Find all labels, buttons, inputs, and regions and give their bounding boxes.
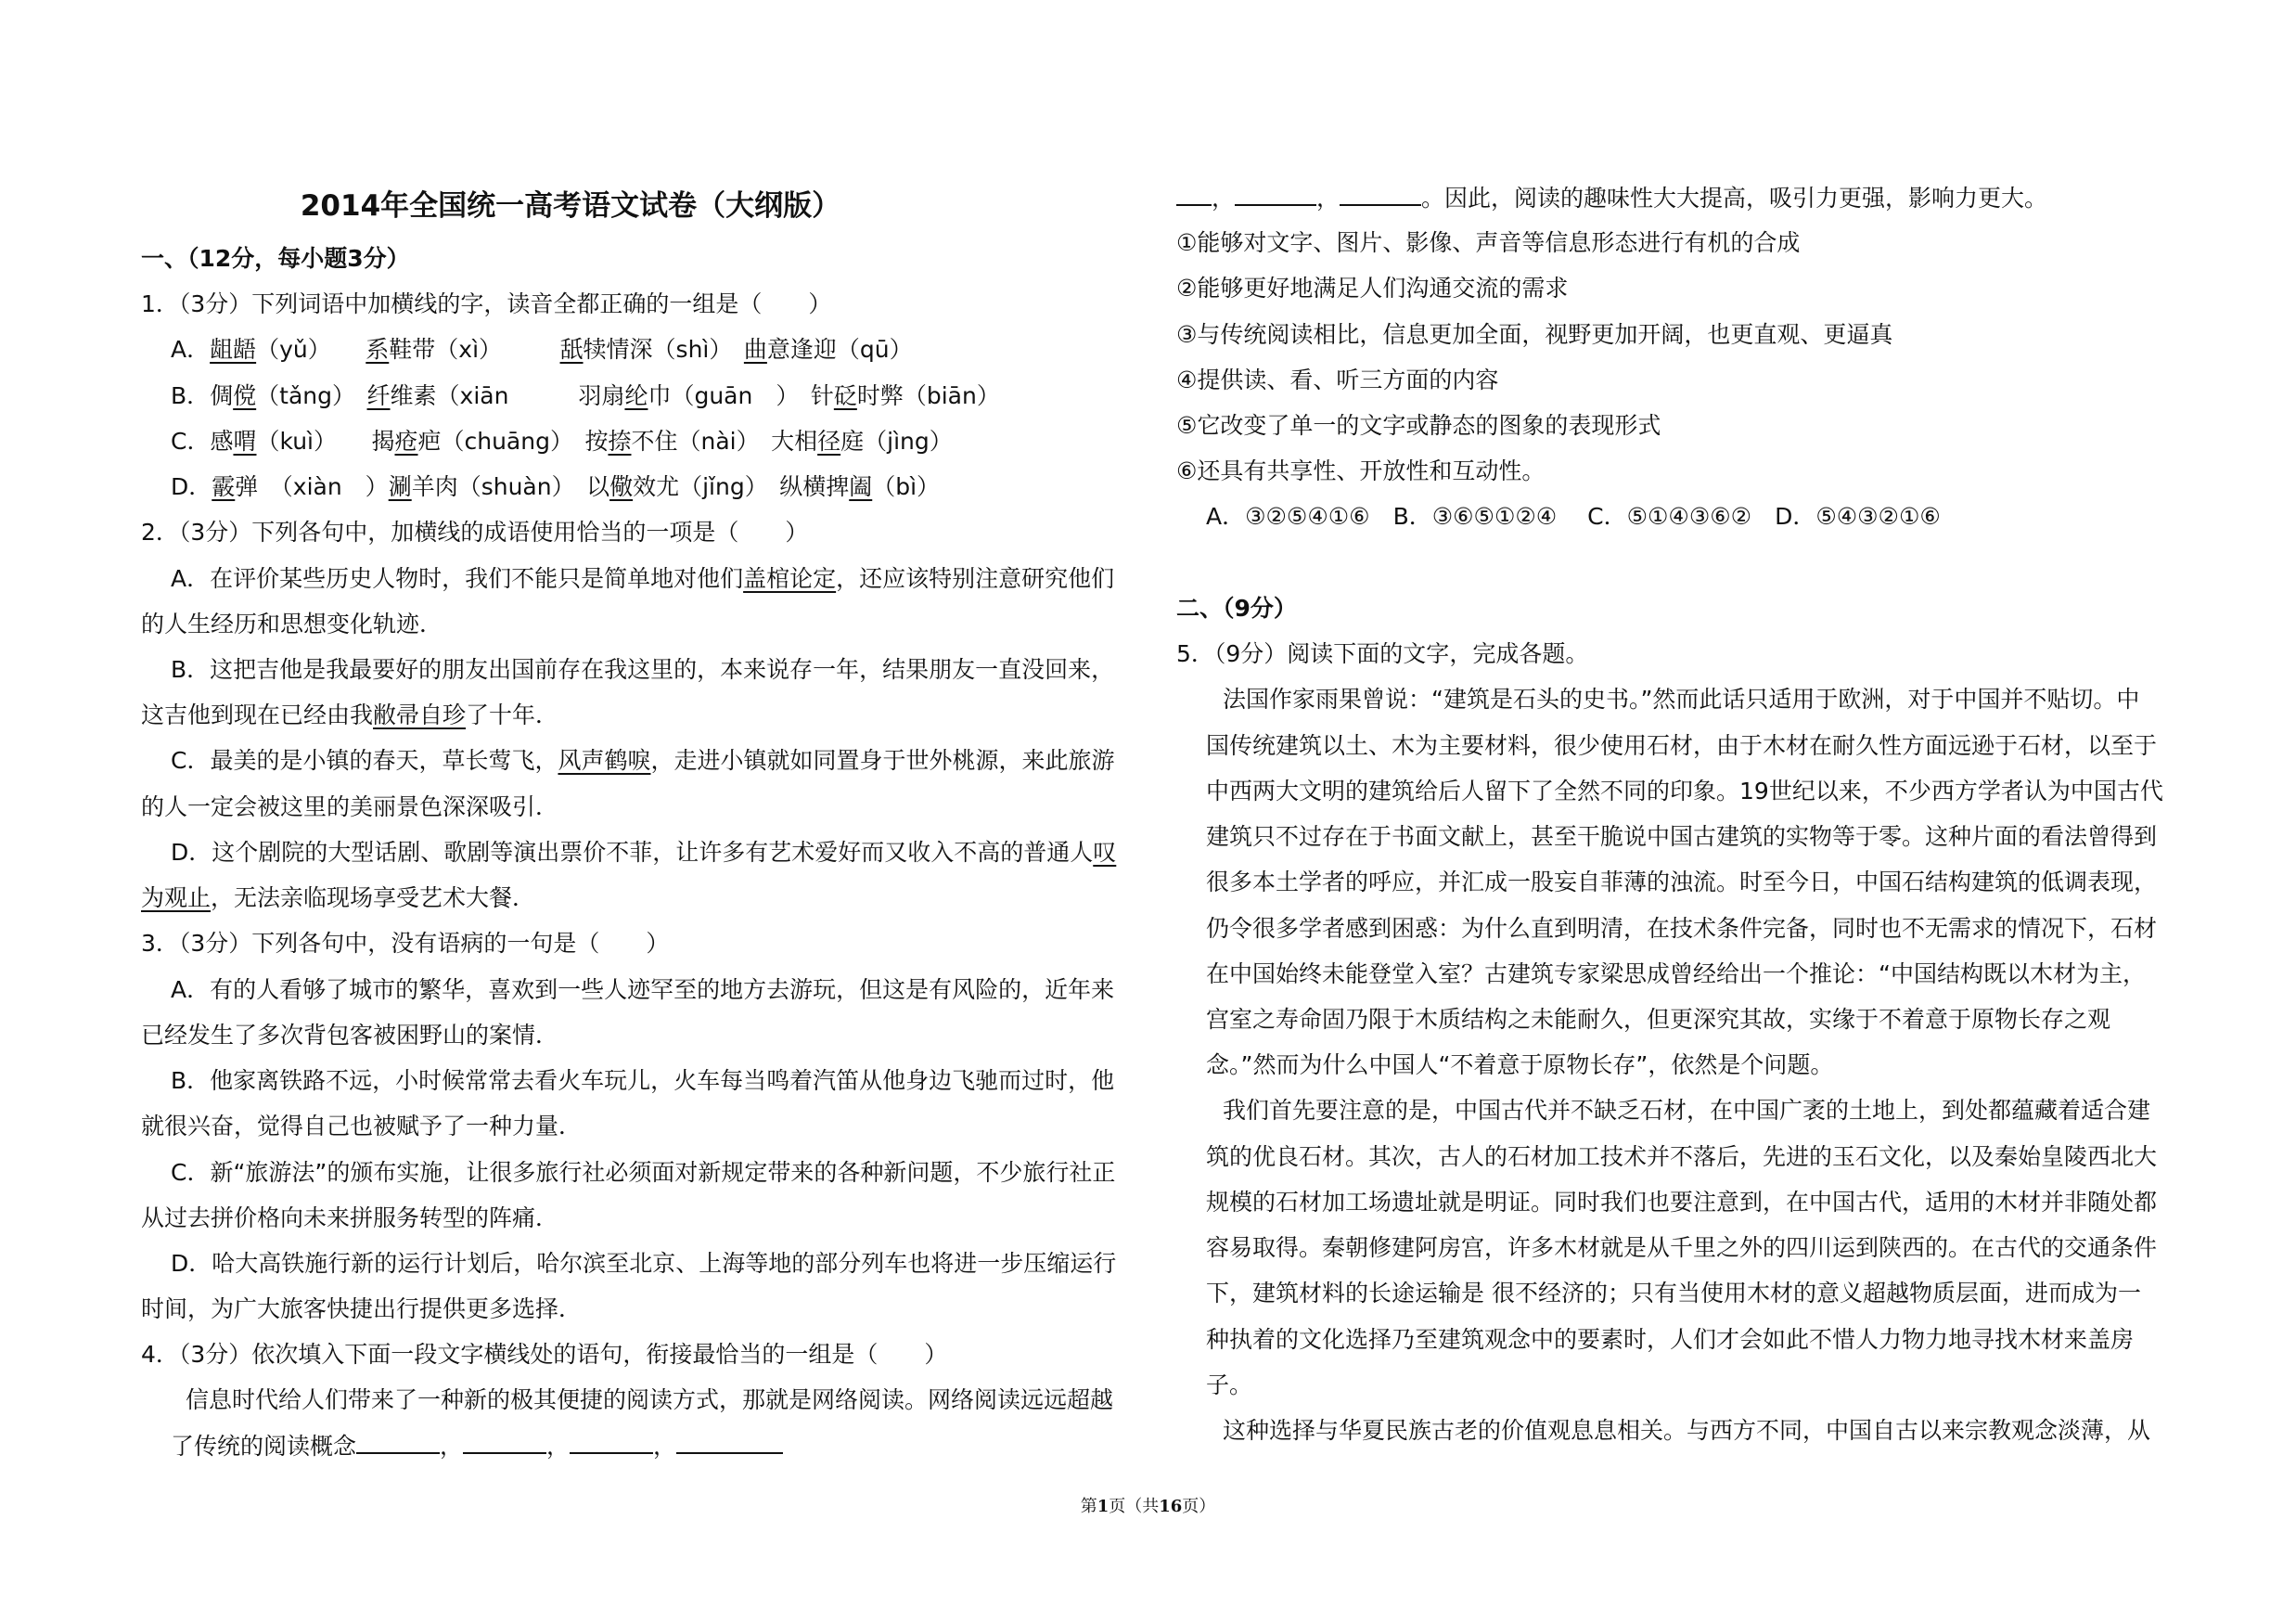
- q1-option-a: A．龃龉（yǔ） 系鞋带（xì） 舐犊情深（shì） 曲意逢迎（qū）: [171, 336, 913, 363]
- q4-item-4: ④提供读、看、听三方面的内容: [1176, 367, 1499, 393]
- q3-c-line2: 从过去拼价格向未来拼服务转型的阵痛．: [141, 1204, 559, 1231]
- q3-d-line2: 时间，为广大旅客快捷出行提供更多选择．: [141, 1295, 583, 1322]
- passage-line: 种执着的文化选择乃至建筑观念中的要素时，人们才会如此不惜人力物力地寻找木材来盖房: [1206, 1326, 2135, 1353]
- passage-line: 容易取得。秦朝修建阿房宫，许多木材就是从千里之外的四川运到陕西的。在古代的交通条件: [1206, 1234, 2158, 1261]
- passage-line: 子。: [1206, 1371, 1253, 1398]
- passage-line: 仍令很多学者感到困惑：为什么直到明清，在技术条件完备，同时也不无需求的情况下，石材: [1206, 915, 2158, 942]
- q4-item-5: ⑤它改变了单一的文字或静态的图象的表现形式: [1176, 412, 1661, 439]
- q3-c-line1: C．新“旅游法”的颁布实施，让很多旅行社必须面对新规定带来的各种新问题，不少旅行社正: [171, 1159, 1116, 1186]
- q2-c-line2: 的人一定会被这里的美丽景色深深吸引．: [141, 793, 559, 820]
- q2-c-line1: C．最美的是小镇的春天，草长莺飞，风声鹤唳，走进小镇就如同置身于世外桃源，来此旅游: [171, 747, 1115, 774]
- q4-para-line2: 了传统的阅读概念 ， ， ，: [171, 1430, 783, 1462]
- q1-option-d: D．霰弹 （xiàn ）涮羊肉（shuàn） 以儆效尤（jǐng） 纵横捭阖（bì）: [171, 473, 941, 500]
- passage-line: 国传统建筑以土、木为主要材料，很少使用石材，由于木材在耐久性方面远逊于石材，以至于: [1206, 732, 2158, 759]
- q5-stem: 5．（9分）阅读下面的文字，完成各题。: [1176, 640, 1589, 667]
- q4-stem: 4．（3分）依次填入下面一段文字横线处的语句，衔接最恰当的一组是（ ）: [141, 1341, 948, 1368]
- q4-para-line1: 信息时代给人们带来了一种新的极其便捷的阅读方式，那就是网络阅读。网络阅读远远超越: [186, 1386, 1114, 1413]
- q1-stem: 1．（3分）下列词语中加横线的字，读音全都正确的一组是（ ）: [141, 290, 832, 317]
- passage-line: 这种选择与华夏民族古老的价值观息息相关。与西方不同，中国自古以来宗教观念淡薄，从: [1223, 1417, 2151, 1444]
- q2-d-line1: D．这个剧院的大型话剧、歌剧等演出票价不菲，让许多有艺术爱好而又收入不高的普通人叹: [171, 839, 1117, 866]
- answer-blank: [356, 1430, 440, 1454]
- q2-b-line2: 这吉他到现在已经由我敝帚自珍了十年．: [141, 702, 559, 728]
- q3-a-line1: A．有的人看够了城市的繁华，喜欢到一些人迹罕至的地方去游玩，但这是有风险的，近年来: [171, 976, 1115, 1003]
- section-1-heading: 一、（12分，每小题3分）: [141, 245, 410, 272]
- answer-blank: [1340, 182, 1421, 206]
- q1-option-c: C．感喟（kuì） 揭疮疤（chuāng） 按捺不住（nài） 大相径庭（jìng）: [171, 428, 953, 455]
- page-total: 16: [1159, 1497, 1183, 1516]
- passage-line: 法国作家雨果曾说：“建筑是石头的史书。”然而此话只适用于欧洲，对于中国并不贴切。中: [1223, 686, 2140, 713]
- passage-line: 筑的优良石材。其次，古人的石材加工技术并不落后，先进的玉石文化，以及秦始皇陵西北大: [1206, 1143, 2158, 1170]
- answer-blank: [1176, 182, 1212, 206]
- q4-item-3: ③与传统阅读相比，信息更加全面，视野更加开阔，也更直观、更逼真: [1176, 321, 1893, 348]
- q2-a-line2: 的人生经历和思想变化轨迹．: [141, 611, 443, 637]
- q4-item-6: ⑥还具有共享性、开放性和互动性。: [1176, 457, 1546, 484]
- q3-stem: 3．（3分）下列各句中，没有语病的一句是（ ）: [141, 930, 670, 957]
- q3-a-line2: 已经发生了多次背包客被困野山的案情．: [141, 1022, 559, 1049]
- page-number: 1: [1097, 1497, 1110, 1516]
- q2-d-line2: 为观止，无法亲临现场享受艺术大餐．: [141, 884, 536, 911]
- passage-line: 念。”然而为什么中国人“不着意于原物长存”，依然是个问题。: [1206, 1051, 1834, 1078]
- page-footer: 第1页（共16页）: [1080, 1497, 1216, 1516]
- q2-a-line1: A．在评价某些历史人物时，我们不能只是简单地对他们盖棺论定，还应该特别注意研究他们: [171, 565, 1115, 592]
- passage-line: 宫室之寿命固乃限于木质结构之未能耐久，但更深究其故，实缘于不着意于原物长存之观: [1206, 1006, 2111, 1033]
- passage-line: 规模的石材加工场遗址就是明证。同时我们也要注意到，在中国古代，适用的木材并非随处都: [1206, 1189, 2158, 1216]
- q4-choices: A．③②⑤④①⑥ B．③⑥⑤①②④ C．⑤①④③⑥② D．⑤④③②①⑥: [1206, 503, 1941, 530]
- answer-blank: [463, 1430, 546, 1454]
- passage-line: 下，建筑材料的长途运输是 很不经济的；只有当使用木材的意义超越物质层面，进而成为一: [1206, 1280, 2141, 1307]
- section-2-heading: 二、（9分）: [1176, 595, 1297, 622]
- q3-b-line1: B．他家离铁路不远，小时候常常去看火车玩儿，火车每当鸣着汽笛从他身边飞驰而过时，他: [171, 1067, 1115, 1094]
- answer-blank: [1235, 182, 1316, 206]
- q4-item-2: ②能够更好地满足人们沟通交流的需求: [1176, 275, 1569, 302]
- passage-line: 我们首先要注意的是，中国古代并不缺乏石材，在中国广袤的土地上，到处都蕴藏着适合建: [1223, 1097, 2151, 1124]
- answer-blank: [570, 1430, 653, 1454]
- q2-b-line1: B．这把吉他是我最要好的朋友出国前存在我这里的，本来说存一年，结果朋友一直没回来，: [171, 656, 1115, 683]
- passage-line: 很多本土学者的呼应，并汇成一股妄自菲薄的浊流。时至今日，中国石结构建筑的低调表现，: [1206, 869, 2158, 895]
- passage-line: 中西两大文明的建筑给后人留下了全然不同的印象。19世纪以来，不少西方学者认为中国古代: [1206, 778, 2163, 805]
- q4-para-continued: ， ， 。因此，阅读的趣味性大大提高，吸引力更强，影响力更大。: [1176, 182, 2047, 214]
- q3-d-line1: D．哈大高铁施行新的运行计划后，哈尔滨至北京、上海等地的部分列车也将进一步压缩运行: [171, 1250, 1117, 1277]
- passage-line: 在中国始终未能登堂入室？古建筑专家梁思成曾经给出一个推论：“中国结构既以木材为主，: [1206, 960, 2146, 987]
- q1-option-b: B．倜傥（tǎng） 纤维素（xiān 羽扇纶巾（guān ） 针砭时弊（biān）: [171, 382, 1000, 409]
- q3-b-line2: 就很兴奋，觉得自己也被赋予了一种力量．: [141, 1113, 583, 1139]
- q2-stem: 2．（3分）下列各句中，加横线的成语使用恰当的一项是（ ）: [141, 519, 809, 546]
- passage-line: 建筑只不过存在于书面文献上，甚至干脆说中国古建筑的实物等于零。这种片面的看法曾得到: [1206, 823, 2158, 850]
- q4-item-1: ①能够对文字、图片、影像、声音等信息形态进行有机的合成: [1176, 229, 1801, 256]
- page-title: 2014年全国统一高考语文试卷（大纲版）: [300, 189, 841, 223]
- answer-blank: [676, 1430, 783, 1454]
